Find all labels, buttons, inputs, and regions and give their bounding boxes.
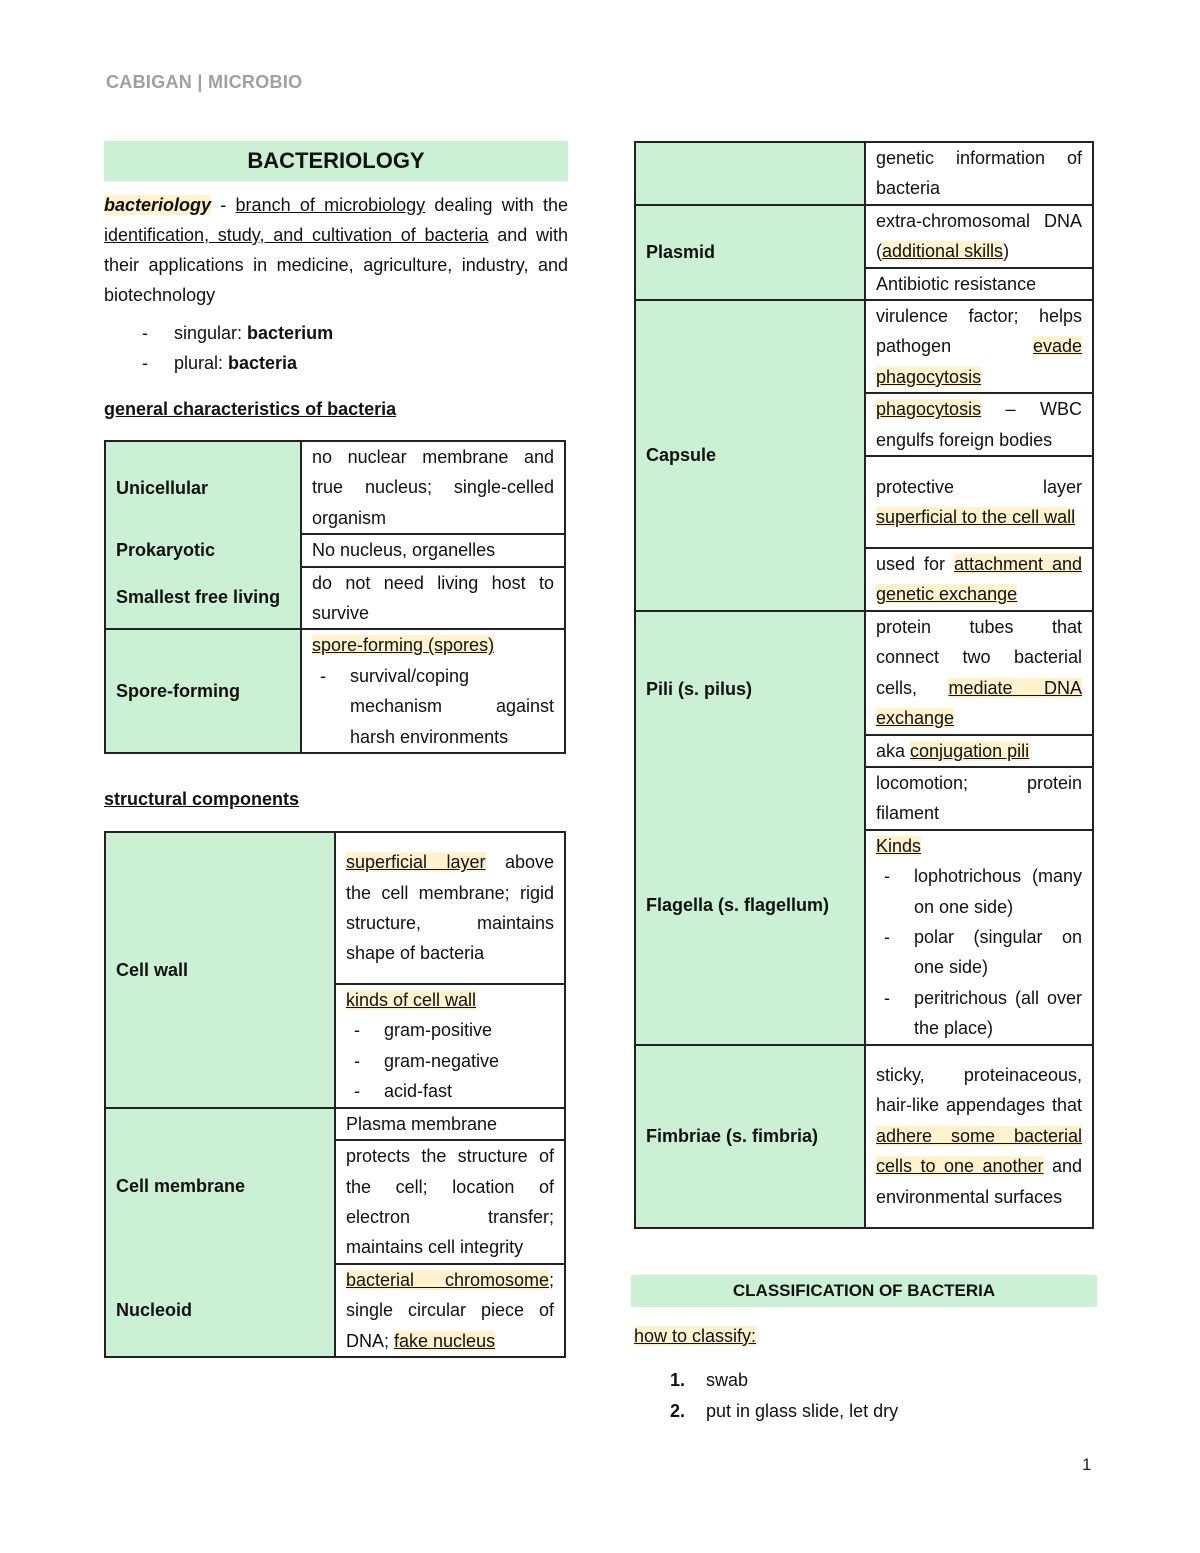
row-label: Plasmid	[635, 205, 865, 300]
classify-steps	[634, 1365, 1096, 1427]
list-item: - gram-positive	[346, 1015, 554, 1045]
row-desc: Kinds - lophotrichous (many on one side) - polar (singular on one side) - peritrichous (all over the place)	[865, 830, 1093, 1045]
table-row	[635, 767, 1093, 830]
row-label	[635, 142, 865, 205]
row-label: Pili (s. pilus)	[635, 611, 865, 767]
row-desc: extra-chromosomal DNA (additional skills)	[865, 205, 1093, 268]
row-desc: protects the structure of the cell; location of electron transfer; maintains cell integrity	[335, 1140, 565, 1264]
row-label: Nucleoid	[105, 1264, 335, 1357]
table-row	[635, 611, 1093, 735]
row-desc: aka conjugation pili	[865, 735, 1093, 767]
right-column	[634, 141, 1096, 1427]
row-desc: locomotion; protein filament	[865, 767, 1093, 830]
table-row	[635, 300, 1093, 393]
row-desc: Antibiotic resistance	[865, 268, 1093, 300]
list-item: - acid-fast	[346, 1076, 554, 1106]
row-desc: used for attachment and genetic exchange	[865, 548, 1093, 611]
list-item: 1. swab	[670, 1369, 749, 1390]
row-desc: virulence factor; helps pathogen evade phagocytosis	[865, 300, 1093, 393]
table-row	[105, 534, 565, 566]
row-label: Cell wall	[105, 832, 335, 1108]
row-desc: No nucleus, organelles	[301, 534, 565, 566]
structural-table	[104, 831, 566, 1358]
structural-table-continued	[634, 141, 1094, 1229]
row-desc: sticky, proteinaceous, hair-like appendages that adhere some bacterial cells to one another and environmental surfaces	[865, 1045, 1093, 1228]
list-item: - lophotrichous (many on one side)	[876, 861, 1082, 922]
row-desc: protective layer superficial to the cell wall	[865, 456, 1093, 548]
row-desc: genetic information of bacteria	[865, 142, 1093, 205]
table-row	[105, 567, 565, 630]
row-desc: bacterial chromosome; single circular piece of DNA; fake nucleus	[335, 1264, 565, 1357]
row-label: Smallest free living	[105, 567, 301, 630]
table-row	[105, 1108, 565, 1140]
table-row	[635, 205, 1093, 268]
row-desc: kinds of cell wall - gram-positive - gram-negative - acid-fast	[335, 984, 565, 1108]
row-desc: phagocytosis – WBC engulfs foreign bodies	[865, 393, 1093, 456]
intro-def-1: branch of microbiology	[235, 195, 426, 215]
intro-paragraph: bacteriology - branch of microbiology dealing with the identification, study, and cultivation of bacteria and with their applications in medicine, agriculture, industry, and biotechnology	[104, 195, 569, 305]
list-item: - survival/coping mechanism against harsh environments	[312, 661, 554, 752]
list-item: - gram-negative	[346, 1046, 554, 1076]
page-title: BACTERIOLOGY	[104, 141, 568, 181]
list-item: - plural: bacteria	[104, 348, 568, 378]
structural-heading: structural components	[104, 789, 300, 810]
row-label: Flagella (s. flagellum)	[635, 767, 865, 1045]
list-item: 2. put in glass slide, let dry	[670, 1400, 899, 1421]
row-desc: spore-forming (spores) - survival/coping mechanism against harsh environments	[301, 629, 565, 753]
forms-list	[104, 318, 568, 378]
page-header: CABIGAN | MICROBIO	[106, 72, 303, 92]
row-desc: Plasma membrane	[335, 1108, 565, 1140]
general-table	[104, 440, 566, 754]
page-number: 1	[1082, 1455, 1092, 1474]
how-to-classify: how to classify:	[634, 1325, 757, 1346]
list-item: - singular: bacterium	[104, 318, 568, 348]
row-label: Unicellular	[105, 441, 301, 534]
list-item: - peritrichous (all over the place)	[876, 983, 1082, 1044]
classification-title: CLASSIFICATION OF BACTERIA	[631, 1275, 1097, 1307]
row-label: Fimbriae (s. fimbria)	[635, 1045, 865, 1228]
left-column	[104, 141, 568, 1358]
row-desc: protein tubes that connect two bacterial cells, mediate DNA exchange	[865, 611, 1093, 735]
table-row	[635, 1045, 1093, 1228]
table-row	[105, 832, 565, 984]
table-row	[105, 441, 565, 534]
table-row	[105, 1264, 565, 1357]
row-label: Capsule	[635, 300, 865, 611]
intro-term: bacteriology	[104, 195, 212, 215]
list-item: - polar (singular on one side)	[876, 922, 1082, 983]
row-label: Spore-forming	[105, 629, 301, 753]
row-label: Prokaryotic	[105, 534, 301, 566]
table-row	[635, 142, 1093, 205]
intro-def-3: identification, study, and cultivation of bacteria	[104, 225, 489, 245]
row-desc: superficial layer above the cell membrane; rigid structure, maintains shape of bacteria	[335, 832, 565, 984]
row-label: Cell membrane	[105, 1108, 335, 1264]
general-heading: general characteristics of bacteria	[104, 399, 397, 419]
table-row	[105, 629, 565, 753]
row-desc: no nuclear membrane and true nucleus; single-celled organism	[301, 441, 565, 534]
row-desc: do not need living host to survive	[301, 567, 565, 630]
